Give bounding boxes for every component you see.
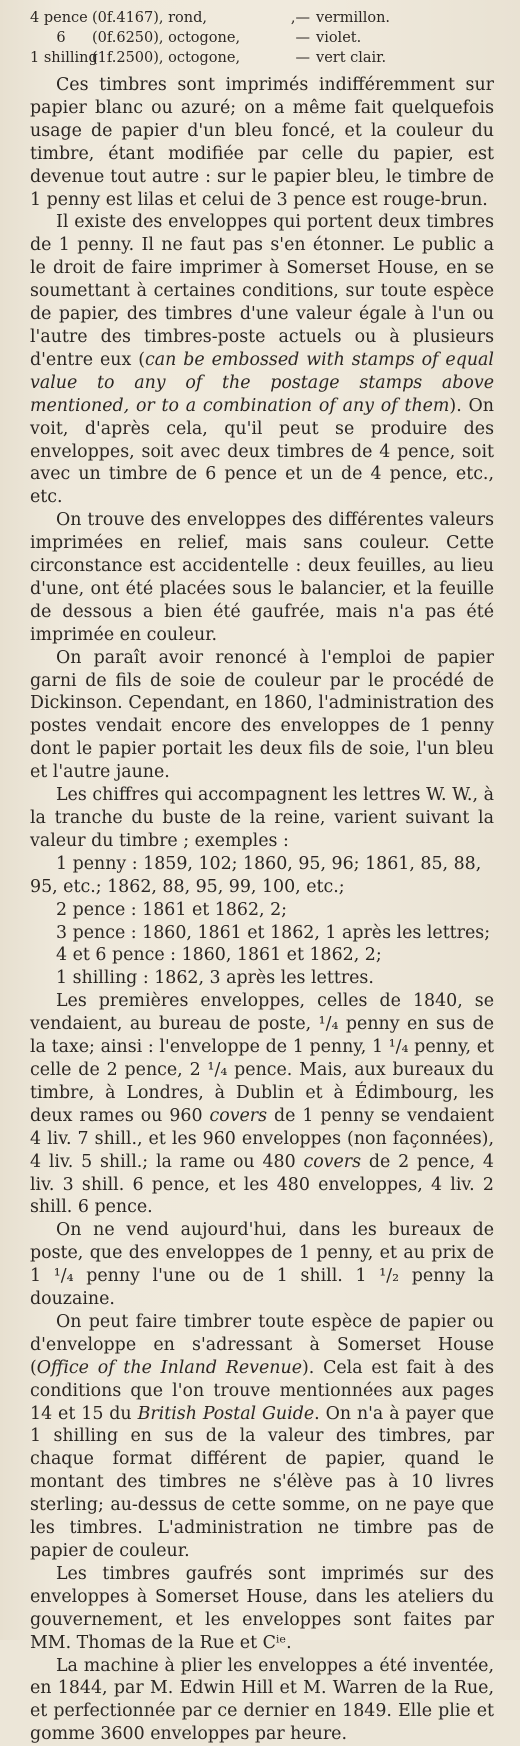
examples-list xyxy=(30,853,494,990)
stamp-value: 4 pence xyxy=(30,10,88,26)
paragraph-embossed-stamps: Les timbres gaufrés sont imprimés sur des enveloppes à Somerset House, dans les ateliers du gouvernement, et les enveloppes sont faites par MM. Thomas de la Rue et Cⁱᵉ. xyxy=(30,1563,494,1653)
paragraph-somerset-house: On peut faire timbrer toute espèce de papier ou d'enveloppe en s'adressant à Somerset House (Office of the Inland Revenue). Cela est fait à des conditions que l'on trouve mentionnées aux pages 14 et 15 du British Postal Guide. On n'a à payer que 1 shilling en sus de la valeur des timbres, par chaque format différent de papier, quand le montant des timbres ne s'élève pas à 10 livres sterling; au-dessus de cette somme, on ne paye que les timbres. L'administration ne timbre pas de papier de couleur. xyxy=(30,1311,494,1561)
example-item: 1 penny : 1859, 102; 1860, 95, 96; 1861, 85, 88, 95, etc.; 1862, 88, 95, 99, 100, etc.; xyxy=(30,853,482,897)
stamp-color: violet. xyxy=(316,30,362,46)
stamp-dash: — xyxy=(295,30,310,46)
stamp-value: 6 xyxy=(56,30,66,46)
example-item: 2 pence : 1861 et 1862, 2; xyxy=(56,899,287,920)
stamp-row xyxy=(30,28,494,48)
example-item: 4 et 6 pence : 1860, 1861 et 1862, 2; xyxy=(56,945,382,966)
stamp-value: 1 shilling xyxy=(30,50,98,66)
stamp-color: vert clair. xyxy=(316,50,387,66)
paragraph-folding-machine: La machine à plier les enveloppes a été inventée, en 1844, par M. Edwin Hill et M. Warren de la Rue, et perfectionnée par ce dernier en 1849. Elle plie et gomme 3600 enveloppes par heure. xyxy=(30,1655,494,1745)
stamp-row xyxy=(30,8,494,28)
example-item: 1 shilling : 1862, 3 après les lettres. xyxy=(56,968,374,989)
example-item: 3 pence : 1860, 1861 et 1862, 1 après les lettres; xyxy=(56,922,491,943)
stamp-dash: ,— xyxy=(290,10,310,26)
english-quote: can be embossed with stamps of equal value to any of the postage stamps above mentioned, or to a combination of any of them xyxy=(30,349,494,416)
paragraph-paper-colors: Ces timbres sont imprimés indifféremment sur papier blanc ou azuré; on a même fait quelquefois usage de papier d'un bleu foncé, et la couleur du timbre, étant modifiée par celle du papier, est devenue tout autre : sur le papier bleu, le timbre de 1 penny est lilas et celui de 3 pence est rouge-brun. xyxy=(30,75,494,210)
paragraph-double-stamps: Il existe des enveloppes qui portent deux timbres de 1 penny. Il ne faut pas s'en étonner. Le public a le droit de faire imprimer à Somerset House, en se soumettant à certaines conditions, sur toute espèce de papier, des timbres d'une valeur égale à l'un ou l'autre des timbres-poste actuels ou à plusieurs d'entre eux (can be embossed with stamps of equal value to any of the postage stamps above mentioned, or to a combination of any of them). On voit, d'après cela, qu'il peut se produire des enveloppes, soit avec deux timbres de 4 pence, soit avec un timbre de 6 pence et un de 4 pence, etc., etc. xyxy=(30,212,494,508)
stamp-color: vermillon. xyxy=(316,10,391,26)
paragraph-relief-without-color: On trouve des enveloppes des différentes valeurs imprimées en relief, mais sans couleur. Cette circonstance est accidentelle : deux feuilles, au lieu d'une, ont été placées sous le balancier, et la feuille de dessous a bien été gaufrée, mais n'a pas été imprimée en couleur. xyxy=(30,510,494,645)
paragraph-current-sales: On ne vend aujourd'hui, dans les bureaux de poste, que des enveloppes de 1 penny, et au prix de 1 ¹/₄ penny l'une ou de 1 shill. 1 ¹/₂ penny la douzaine. xyxy=(30,1220,494,1310)
stamp-rate: (0f.4167), rond, xyxy=(92,10,208,26)
stamp-rate: (0f.6250), octogone, xyxy=(92,30,241,46)
stamp-table xyxy=(30,8,494,68)
stamp-rate: (1f.2500), octogone, xyxy=(92,50,241,66)
paragraph-first-envelopes: Les premières enveloppes, celles de 1840, se vendaient, au bureau de poste, ¹/₄ penny en sus de la taxe; ainsi : l'enveloppe de 1 penny, 1 ¹/₄ penny, et celle de 2 pence, 2 ¹/₄ pence. Mais, aux bureaux du timbre, à Londres, à Dublin et à Édimbourg, les deux rames ou 960 covers de 1 penny se vendaient 4 liv. 7 shill., et les 960 enveloppes (non façonnées), 4 liv. 5 shill.; la rame ou 480 covers de 2 pence, 4 liv. 3 shill. 6 pence, et les 480 enveloppes, 4 liv. 2 shill. 6 pence. xyxy=(30,991,495,1218)
paragraph-ww-figures: Les chiffres qui accompagnent les lettres W. W., à la tranche du buste de la reine, varient suivant la valeur du timbre ; exemples : xyxy=(30,785,494,851)
paragraph-silk-threads: On paraît avoir renoncé à l'emploi de papier garni de fils de soie de couleur par le procédé de Dickinson. Cependant, en 1860, l'administration des postes vendait encore des enveloppes de 1 penny dont le papier portait les deux fils de soie, l'un bleu et l'autre jaune. xyxy=(30,647,494,783)
stamp-row xyxy=(30,48,494,68)
stamp-dash: — xyxy=(295,50,310,66)
